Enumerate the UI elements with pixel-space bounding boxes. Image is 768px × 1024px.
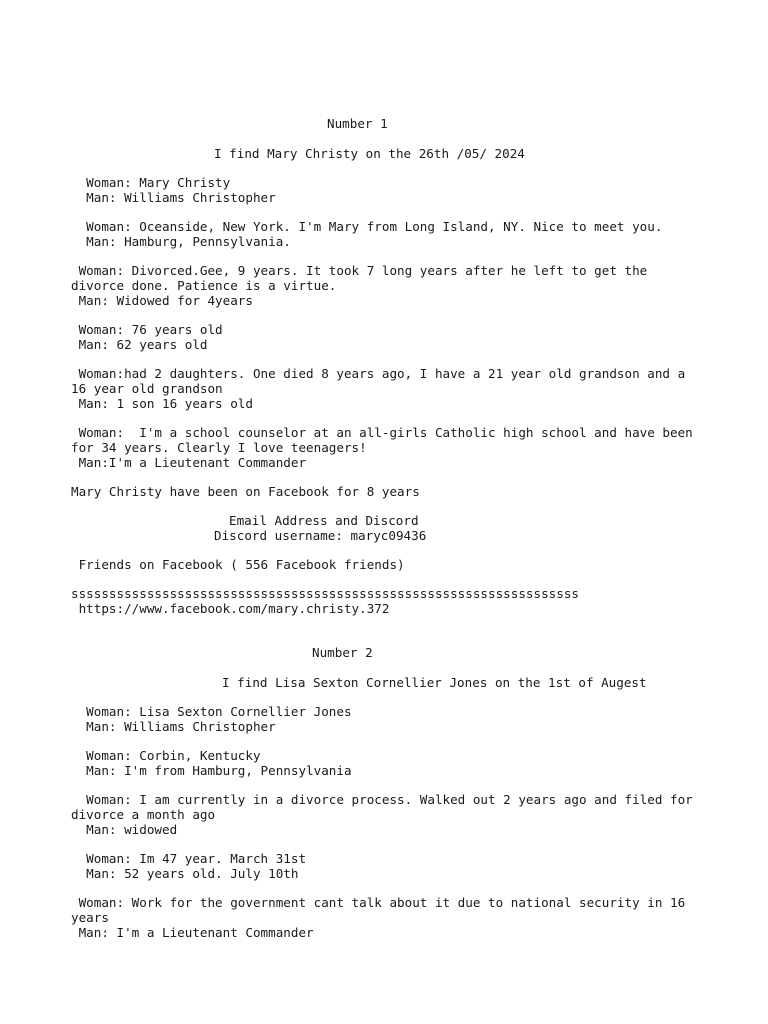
woman-work-line: years xyxy=(71,910,109,925)
man-age: Man: 52 years old. July 10th xyxy=(71,866,299,881)
man-status: Man: Widowed for 4years xyxy=(71,293,253,308)
man-name: Man: Williams Christopher xyxy=(71,190,276,205)
entry-number: Number 2 xyxy=(312,645,373,660)
man-children: Man: 1 son 16 years old xyxy=(71,396,253,411)
woman-status-line: Woman: Divorced.Gee, 9 years. It took 7 long years after he left to get the xyxy=(71,263,648,278)
entry-number: Number 1 xyxy=(327,116,388,131)
man-age: Man: 62 years old xyxy=(71,337,208,352)
woman-age: Woman: 76 years old xyxy=(71,322,223,337)
man-location: Man: I'm from Hamburg, Pennsylvania xyxy=(71,763,352,778)
entry-found-date: I find Lisa Sexton Cornellier Jones on the 1st of Augest xyxy=(222,675,647,690)
man-status: Man: widowed xyxy=(71,822,178,837)
woman-children-line: 16 year old grandson xyxy=(71,381,223,396)
entry-found-date: I find Mary Christy on the 26th /05/ 2024 xyxy=(214,146,525,161)
woman-age: Woman: Im 47 year. March 31st xyxy=(71,851,307,866)
man-work: Man:I'm a Lieutenant Commander xyxy=(71,455,307,470)
email-heading: Email Address and Discord xyxy=(229,513,419,528)
woman-work-line: for 34 years. Clearly I love teenagers! xyxy=(71,440,367,455)
facebook-friends: Friends on Facebook ( 556 Facebook friends) xyxy=(71,557,405,572)
woman-work-line: Woman: I'm a school counselor at an all-girls Catholic high school and have been xyxy=(71,425,693,440)
woman-status-line: Woman: I am currently in a divorce process. Walked out 2 years ago and filed for xyxy=(71,792,693,807)
woman-status-line: divorce a month ago xyxy=(71,807,216,822)
filler-line: sssssssssssssssssssssssssssssssssssssssssssssssssssssssssssssssssss xyxy=(71,586,579,601)
woman-location: Woman: Corbin, Kentucky xyxy=(71,748,261,763)
woman-children-line: Woman:had 2 daughters. One died 8 years ago, I have a 21 year old grandson and a xyxy=(71,366,686,381)
discord-username: Discord username: maryc09436 xyxy=(214,528,427,543)
woman-name: Woman: Mary Christy xyxy=(71,175,231,190)
facebook-url: https://www.facebook.com/mary.christy.372 xyxy=(71,601,390,616)
facebook-years: Mary Christy have been on Facebook for 8 years xyxy=(71,484,420,499)
woman-location: Woman: Oceanside, New York. I'm Mary from Long Island, NY. Nice to meet you. xyxy=(71,219,663,234)
woman-work-line: Woman: Work for the government cant talk about it due to national security in 16 xyxy=(71,895,686,910)
man-work: Man: I'm a Lieutenant Commander xyxy=(71,925,314,940)
woman-status-line: divorce done. Patience is a virtue. xyxy=(71,278,337,293)
woman-name: Woman: Lisa Sexton Cornellier Jones xyxy=(71,704,352,719)
man-name: Man: Williams Christopher xyxy=(71,719,276,734)
man-location: Man: Hamburg, Pennsylvania. xyxy=(71,234,291,249)
